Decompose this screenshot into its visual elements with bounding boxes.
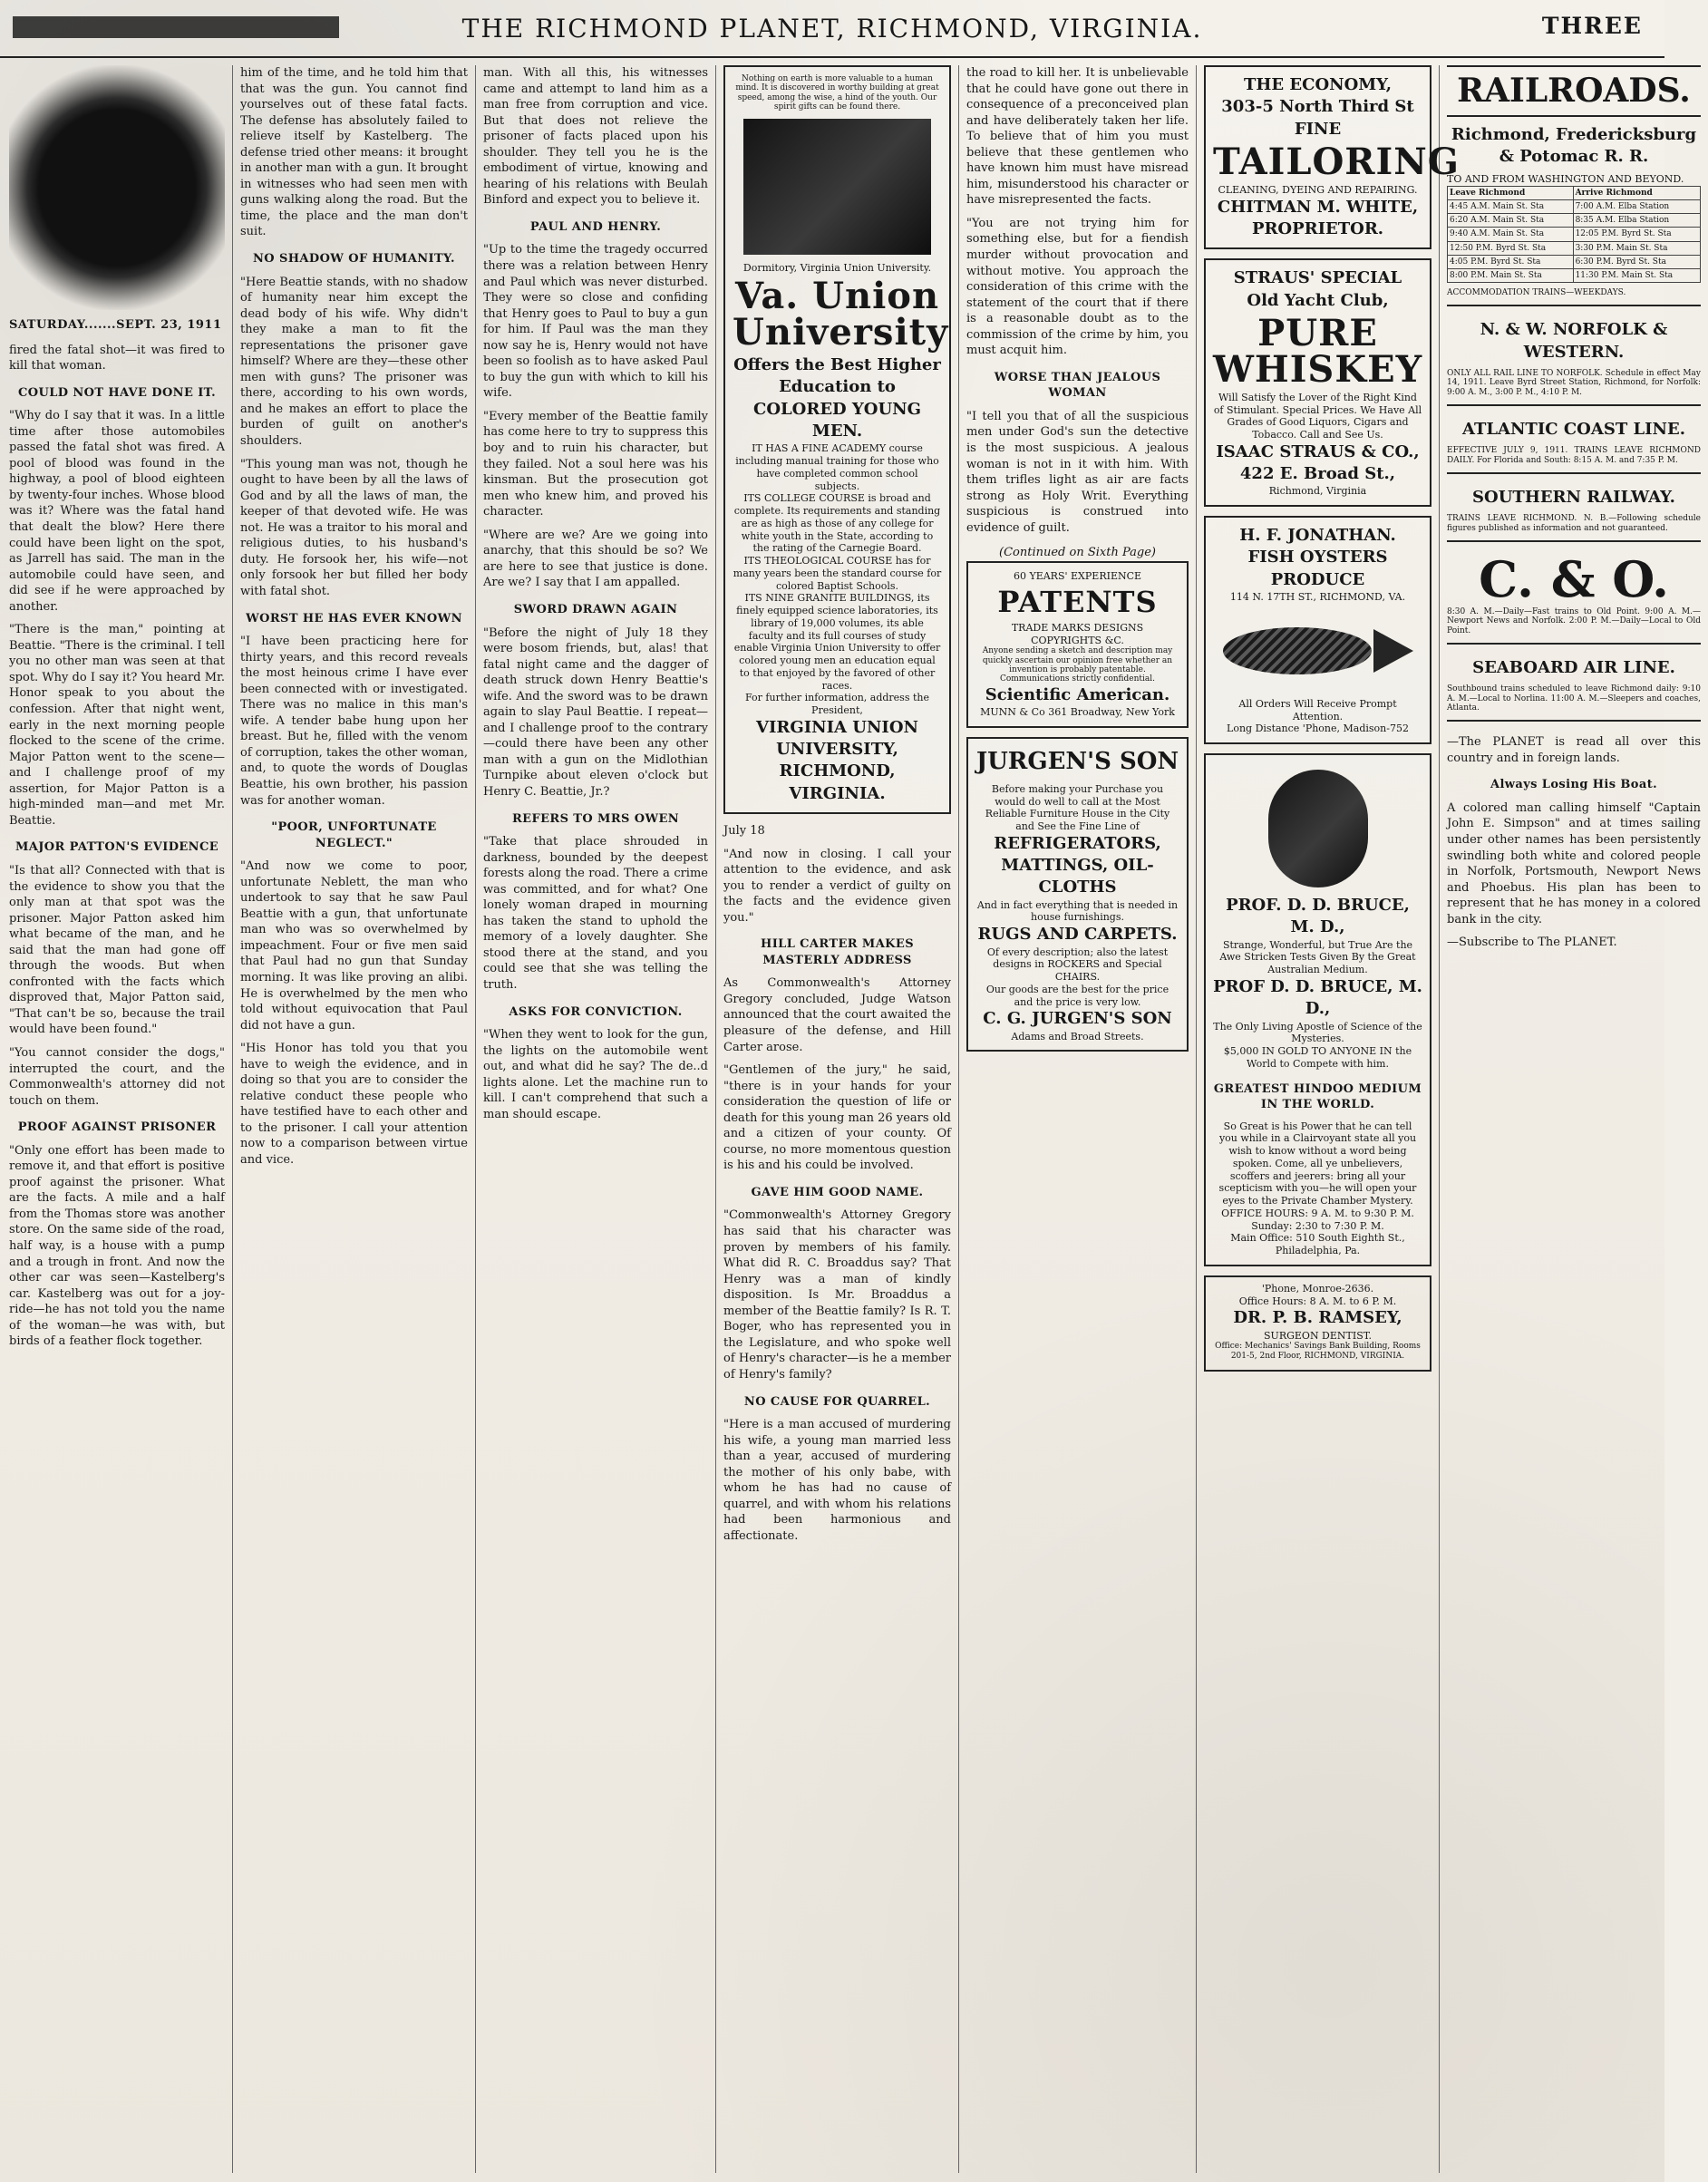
ad-title: Va. Union University (733, 275, 949, 354)
c-and-o-logo: C. & O. (1479, 549, 1669, 608)
whiskey-title: STRAUS' SPECIAL (1233, 268, 1402, 288)
fish-subtitle: FISH OYSTERS PRODUCE (1247, 548, 1388, 589)
paragraph: "Every member of the Beattie family has come here to try to suppress this boy and to ruin his character, but they failed. Not a soul here was his kinsman. But the prosecution got men who knew him, and proved his character. (483, 409, 708, 519)
continued-note: (Continued on Sixth Page) (999, 546, 1156, 560)
jurgens-paragraph: Our goods are the best for the price and the price is very low. (985, 983, 1169, 1008)
table-cell: 12:50 P.M. Byrd St. Sta (1448, 241, 1574, 255)
paragraph: "When they went to look for the gun, the lights on the automobile went out, and what did he say? The de..d lights alone. Let the machine run to kill. I can't comprehend that such a man should escape. (483, 1028, 708, 1121)
column-3 (483, 65, 716, 2173)
subscribe-notice: —Subscribe to The PLANET. (1447, 936, 1617, 950)
table-cell: 11:30 P.M. Main St. Sta (1573, 268, 1700, 282)
fish-ad (1204, 516, 1431, 744)
paragraph: "Commonwealth's Attorney Gregory has said that his character was proven by members of his family. What did R. C. Broaddus say? That Henry was a man of kindly disposition. Is Mr. Broaddus a member of the Beattie family? Is R. T. Boger, who has represented you in the Legislature, and who spoke well of Henry's character—is he a member of Henry's family? (723, 1208, 951, 1382)
paragraph: "His Honor has told you that you have to weigh the evidence, and in doing so that you are to consider the relative conduct these people who have testified have to each other and to the prisoner. I call your attention now to a comparison between virtue and vice. (240, 1042, 468, 1167)
paragraph: "Why do I say that it was. In a little time after those automobiles passed the fatal shot was fired. A pool of blood was found in the highway, a pool of blood eighteen by twenty-four inches. Whose blood was it? Where was the fatal hand that dealt the blow? Here there could have been light on the spot, as Jarrell has said. The man in the automobile could have seen, and did see if he were approached by another. (9, 409, 225, 614)
railroads-title: RAILROADS. (1447, 65, 1701, 117)
paragraph: "I have been practicing here for thirty years, and this record reveals the most heinous crime I have ever been connected with or investigated. There was no malice in this man's wife. A tender babe hung upon her breast. But he, filled with the venom of corruption, takes the other woman, and, to quote the words of Douglas Beattie, his own brother, his passion was for another woman. (240, 635, 468, 808)
heading-poor-unfortunate-neglect: "POOR, UNFORTUNATE NEGLECT." (271, 820, 437, 850)
ad-subtitle: Offers the Best Higher Education to (733, 355, 941, 397)
ad-body: ITS NINE GRANITE BUILDINGS, its finely equipped science laboratories, its library of 19,000 volumes, its able faculty and its full courses of study enable Virginia Union University to offer colored young men an education equal to that enjoyed by the favored of other races. (733, 592, 941, 692)
paragraph: "There is the man," pointing at Beattie. "There is the criminal. I tell you no other man was seen at that spot. Why do I say it? You heard Mr. Honor speak to you about the confession. After that night went, early in the next morning people flocked to the scene of the crime. Major Patton went to the scene—and I challenge proof of my assertion, for Major Patton is a high-minded man—and met Mr. Beattie. (9, 623, 225, 828)
southern-railway (1447, 487, 1701, 542)
paragraph: "Is that all? Connected with that is the evidence to show you that the only man at that spot was the prisoner. Major Patton asked him what became of the man, and he said that the man had gone off through the woods. But when confronted with the facts which disproved that, Major Patton said, "That can't be so, because the trail would have been found." (9, 863, 225, 1037)
heading-asks-for-conviction: ASKS FOR CONVICTION. (509, 1004, 683, 1019)
bruce-tagline: Strange, Wonderful, but True Are the Awe Stricken Tests Given By the Great Australian Medium. (1219, 938, 1416, 976)
economy-services: CLEANING, DYEING AND REPAIRING. (1218, 183, 1418, 196)
heading-hill-carter: HILL CARTER MAKES MASTERLY ADDRESS (761, 937, 914, 967)
economy-fine: FINE (1294, 119, 1342, 139)
column-4 (723, 65, 959, 2173)
paragraph: him of the time, and he told him that that was the gun. You cannot find yourselves out of these fatal facts. The defense has absolutely failed to relieve itself by Kastelberg. The defense tried other means: it brought in another man with a gun. It brought in witnesses who had seen men with guns walking along the road. But the time, the place and the man don't suit. (240, 66, 468, 239)
whiskey-body: Will Satisfy the Lover of the Right Kind of Stimulant. Special Prices. We Have All Grades of Good Liquors, Cigars and Tobacco. Call and See Us. (1213, 391, 1422, 441)
fish-tagline: All Orders Will Receive Prompt Attention. (1238, 697, 1397, 722)
bruce-subtitle: The Only Living Apostle of Science of the Mysteries. (1213, 1020, 1422, 1045)
ramsey-ad (1204, 1275, 1431, 1372)
rfp-subtitle: TO AND FROM WASHINGTON AND BEYOND. (1447, 173, 1684, 186)
paragraph: "This young man was not, though he ought to have been by all the laws of God and by all the laws of man, the keeper of that devoted wife. He was not. He was a traitor to his moral and religious duties, to his husband's duty. He forsook her, his wife—not only forsook her but filled her body with fatal shot. (240, 457, 468, 598)
heading-gave-him-good-name: GAVE HIM GOOD NAME. (751, 1185, 924, 1199)
table-cell: 3:30 P.M. Main St. Sta (1573, 241, 1700, 255)
ramsey-name: DR. P. B. RAMSEY, (1233, 1308, 1402, 1328)
bruce-hours: OFFICE HOURS: 9 A. M. to 9:30 P. M. Sunday: 2:30 to 7:30 P. M. (1221, 1207, 1414, 1232)
norfolk-western-railroad (1447, 319, 1701, 406)
jurgens-address: Adams and Broad Streets. (1011, 1030, 1144, 1043)
paragraph: "Before the night of July 18 they were bosom friends, but, alas! that fatal night came and the dagger of death struck down Henry Beattie's wife. And the sword was to be drawn again to slay Paul Beattie. I repeat—and I challenge proof to the contrary—could there have been any other man with a gun on the Midlothian Turnpike about eleven o'clock but Henry C. Beattie, Jr.? (483, 626, 708, 799)
ad-caption: Dormitory, Virginia Union University. (742, 262, 932, 275)
paragraph: "Gentlemen of the jury," he said, "there is in your hands for your consideration the question of life or death for this young man 26 years old and a citizen of your county. Of course, no more momentous question is his and his could be involved. (723, 1063, 951, 1173)
heading-worst-he-has-ever-known: WORST HE HAS EVER KNOWN (246, 611, 462, 626)
seaboard-air-line (1447, 657, 1701, 722)
patents-address: MUNN & Co 361 Broadway, New York (980, 705, 1175, 718)
atlantic-coast-line-body: EFFECTIVE JULY 9, 1911. TRAINS LEAVE RICHMOND DAILY. For Florida and South: 8:15 A. M. and 7:35 P. M. (1447, 446, 1701, 465)
whiskey-address: 422 E. Broad St., (1239, 464, 1396, 484)
paragraph: "Here is a man accused of murdering his wife, a young man married less than a year, accused of murdering the mother of his only babe, with whom he has had no cause of quarrel, and with whom his relations had been harmonious and affectionate. (723, 1418, 951, 1543)
table-cell: 8:00 P.M. Main St. Sta (1448, 268, 1574, 282)
fish-phone: Long Distance 'Phone, Madison-752 (1227, 722, 1409, 735)
southern-railway-name: SOUTHERN RAILWAY. (1472, 487, 1675, 507)
column-2 (240, 65, 476, 2173)
paragraph: "Where are we? Are we going into anarchy, that this should be so? We are here to see that justice is done. Are we? I say that I am appalled. (483, 528, 708, 590)
ramsey-phone: 'Phone, Monroe-2636. (1261, 1282, 1374, 1295)
smudged-corner (13, 16, 339, 38)
table-row (1448, 228, 1701, 241)
whiskey-main: PURE WHISKEY (1213, 311, 1423, 391)
heading-no-shadow-of-humanity: NO SHADOW OF HUMANITY. (253, 252, 455, 267)
column-6 (1204, 65, 1460, 2173)
bruce-name: PROF. D. D. BRUCE, M. D., (1226, 896, 1410, 937)
jurgens-items-2: RUGS AND CARPETS. (977, 925, 1178, 945)
whiskey-company: ISAAC STRAUS & CO., (1216, 441, 1420, 461)
table-cell: 4:05 P.M. Byrd St. Sta (1448, 255, 1574, 268)
heading-refers-to-mrs-owen: REFERS TO MRS OWEN (511, 811, 680, 826)
story-paragraph: A colored man calling himself "Captain John E. Simpson" and at times sailing under other names has been persistently swindling both white and colored people in Norfolk, Portsmouth, Newport News and Phoebus. His plan has been to represent that he has money in a colored bank in the city. (1447, 800, 1701, 926)
ramsey-address: Office: Mechanics' Savings Bank Building, Rooms 201-5, 2nd Floor, RICHMOND, VIRGINIA. (1215, 1342, 1421, 1361)
patents-ad (966, 561, 1189, 728)
table-row (1448, 186, 1701, 199)
jurgens-paragraph: And in fact everything that is needed in house furnishings. (976, 898, 1179, 924)
table-cell: 7:00 A.M. Elba Station (1573, 200, 1700, 214)
jurgens-paragraph: Before making your Purchase you would do well to call at the Most Reliable Furniture House in the City and See the Fine Line of (985, 782, 1170, 833)
ad-body: ITS COLLEGE COURSE is broad and complete. Its requirements and standing are as high as those of any college for white youth in the State, according to the rating of the Carnegie Board. (733, 492, 941, 555)
patents-experience: 60 YEARS' EXPERIENCE (1013, 569, 1142, 582)
table-cell: Leave Richmond (1448, 186, 1574, 199)
paragraph: "Here Beattie stands, with no shadow of humanity near him except the dead body of his wife. Why didn't they make a man to fit the representations the prisoner gave himself? Where are they—these other men with guns? The prisoner was there, according to his own words, and he makes an effort to place the burden of guilt on another's shoulders. (240, 275, 468, 449)
content-grid (0, 65, 1701, 2173)
table-cell: 9:40 A.M. Main St. Sta (1448, 228, 1574, 241)
page-number: THREE (1541, 13, 1643, 39)
paragraph: "And now in closing. I call your attention to the evidence, and ask you to render a verdict of guilty on the facts and the evidence given you." (723, 847, 951, 925)
paragraph: As Commonwealth's Attorney Gregory concluded, Judge Watson announced that the court awaited the pleasure of the defense, and Hill Carter arose. (723, 976, 951, 1054)
economy-title: THE ECONOMY, (1244, 75, 1392, 94)
ad-body: IT HAS A FINE ACADEMY course including manual training for those who have completed common school subjects. (735, 442, 939, 492)
whiskey-city: Richmond, Virginia (1268, 485, 1367, 498)
norfolk-western-name: N. & W. NORFOLK & WESTERN. (1480, 320, 1668, 362)
southern-railway-body: TRAINS LEAVE RICHMOND. N. B.—Following schedule figures published as information and not guaranteed. (1447, 514, 1701, 533)
whiskey-ad (1204, 258, 1431, 507)
issue-date: SATURDAY.......SEPT. 23, 1911 (9, 318, 222, 332)
table-cell: Arrive Richmond (1573, 186, 1700, 199)
c-and-o-railroad (1447, 549, 1701, 645)
economy-owner: CHITMAN M. WHITE, PROPRIETOR. (1217, 197, 1419, 238)
norfolk-western-body: ONLY ALL RAIL LINE TO NORFOLK. Schedule in effect May 14, 1911. Leave Byrd Street Station, Richmond, for Norfolk: 9:00 A. M., 3:00 P. M., 4:10 P. M. (1447, 368, 1701, 397)
economy-address: 303-5 North Third St (1221, 97, 1414, 117)
paragraph: "Up to the time the tragedy occurred there was a relation between Henry and Paul which was never disturbed. They were so close and confiding that Henry goes to Paul to buy a gun for him. If Paul was the man they now say he is, Henry would not have been so foolish as to have asked Paul to buy the gun with which to kill his wife. (483, 243, 708, 401)
rfp-name: Richmond, Fredericksburg & Potomac R. R. (1451, 124, 1697, 166)
column-7 (1447, 65, 1708, 2173)
paragraph: "You are not trying him for something else, but for a fiendish murder without provocation and without motive. You approach the consideration of this crime with the statement of the court that if there is a reasonable doubt as to the commission of the crime by him, you must acquit him. (966, 216, 1189, 358)
rfp-railroad (1447, 124, 1701, 307)
heading-proof-against-prisoner: PROOF AGAINST PRISONER (17, 1120, 217, 1135)
table-cell: 6:30 P.M. Byrd St. Sta (1573, 255, 1700, 268)
planet-notice: —The PLANET is read all over this country and in foreign lands. (1447, 735, 1701, 765)
economy-ad (1204, 65, 1460, 249)
seaboard-air-line-name: SEABOARD AIR LINE. (1472, 657, 1675, 677)
patents-title: PATENTS (997, 584, 1158, 619)
rfp-note: ACCOMMODATION TRAINS—WEEKDAYS. (1447, 287, 1626, 297)
table-cell: 12:05 P.M. Byrd St. Sta (1573, 228, 1700, 241)
jurgens-signature: C. G. JURGEN'S SON (983, 1009, 1172, 1029)
bruce-address: Main Office: 510 South Eighth St., Philadelphia, Pa. (1230, 1232, 1405, 1257)
fish-address: 114 N. 17TH ST., RICHMOND, VA. (1229, 591, 1406, 604)
heading-worse-than-jealous-woman: WORSE THAN JEALOUS WOMAN (994, 370, 1161, 401)
table-cell: 4:45 A.M. Main St. Sta (1448, 200, 1574, 214)
whiskey-subtitle: Old Yacht Club, (1247, 290, 1389, 310)
heading-no-cause-for-quarrel: NO CAUSE FOR QUARREL. (743, 1394, 931, 1409)
table-row (1448, 255, 1701, 268)
ad-audience: COLORED YOUNG MEN. (753, 399, 921, 441)
bruce-body: So Great is his Power that he can tell you while in a Clairvoyant state all you wish to know without a word being spoken. Come, all ye unbelievers, scoffers and jeerers: bring all your scepticism with you—he will open your eyes to the Private Chamber Mystery. (1218, 1120, 1417, 1207)
paragraph: "And now we come to poor, unfortunate Neblett, the man who undertook to say that he saw Paul Beattie with a gun, that unfortunate man who was so overwhelmed by impeachment. Four or five men said that Paul had no gun that Sunday morning. It was like proving an alibi. He is overwhelmed by the men who told without equivocation that Paul did not have a gun. (240, 859, 468, 1033)
ad-body: ITS THEOLOGICAL COURSE has for many years been the standard course for colored Baptist Schools. (733, 555, 942, 592)
jurgens-items: REFRIGERATORS, MATTINGS, OIL-CLOTHS (994, 833, 1161, 897)
newspaper-title: THE RICHMOND PLANET, RICHMOND, VIRGINIA. (461, 13, 1203, 44)
table-row (1448, 241, 1701, 255)
table-cell: 8:35 A.M. Elba Station (1573, 214, 1700, 228)
bruce-offer: $5,000 IN GOLD TO ANYONE IN the World to Compete with him. (1223, 1045, 1412, 1070)
atlantic-coast-line-name: ATLANTIC COAST LINE. (1461, 419, 1685, 439)
lead-paragraph: fired the fatal shot—it was fired to kill that woman. (9, 343, 225, 373)
heading-paul-and-henry: PAUL AND HENRY. (529, 219, 662, 234)
c-and-o-body: 8:30 A. M.—Daily—Fast trains to Old Point. 9:00 A. M.—Newport News and Norfolk. 2:00 P. M.—Daily—Local to Old Point. (1447, 606, 1701, 635)
heading-major-pattons-evidence: MAJOR PATTON'S EVIDENCE (15, 840, 219, 855)
rfp-schedule-table (1447, 186, 1701, 283)
column-5 (966, 65, 1197, 2173)
bruce-name-repeat: PROF D. D. BRUCE, M. D., (1213, 976, 1422, 1019)
heading-always-losing-his-boat: Always Losing His Boat. (1490, 778, 1658, 792)
masthead (0, 0, 1664, 58)
atlantic-coast-line (1447, 419, 1701, 474)
ramsey-title: SURGEON DENTIST. (1264, 1329, 1372, 1342)
seaboard-air-line-body: Southbound trains scheduled to leave Richmond daily: 9:10 A. M.—Local to Norlina. 11:00 A. M.—Sleepers and coaches, Atlanta. (1447, 684, 1701, 713)
paragraph: July 18 (723, 824, 765, 838)
patents-body: Anyone sending a sketch and description may quickly ascertain our opinion free whether an invention is probably patentable. Communications strictly confidential. (982, 646, 1173, 684)
scientific-american: Scientific American. (985, 684, 1170, 704)
fish-illustration (1223, 615, 1413, 691)
ad-top-note: Nothing on earth is more valuable to a human mind. It is discovered in worthy building at great speed, among the wise, a hind of the youth. Our spirit gifts can be found there. (735, 74, 939, 112)
paragraph: "I tell you that of all the suspicious men under God's sun the detective is the most suspicious. A jealous woman is not in it with him. With them trifles light as air are facts strong as Holy Writ. Everything suspicious is construed into evidence of guilt. (966, 409, 1189, 535)
fish-title: H. F. JONATHAN. (1239, 526, 1396, 546)
ramsey-hours: Office Hours: 8 A. M. to 6 P. M. (1238, 1295, 1397, 1307)
paragraph: "Take that place shrouded in darkness, bounded by the deepest forests along the road. There a crime was committed, and for what? One lonely woman draped in mourning has taken the stand to uphold the memory of a lovely daughter. She stood there at the stand, and you could see that she was telling the truth. (483, 835, 708, 992)
ad-signoff: VIRGINIA UNION UNIVERSITY, RICHMOND, VIRGINIA. (756, 717, 918, 803)
table-row (1448, 200, 1701, 214)
bruce-ad (1204, 753, 1431, 1266)
patents-marks: TRADE MARKS DESIGNS COPYRIGHTS &C. (1011, 621, 1144, 646)
table-row (1448, 214, 1701, 228)
jurgens-title: JURGEN'S SON (975, 747, 1179, 775)
bruce-portrait (1268, 770, 1368, 887)
heading-could-not-have-done-it: COULD NOT HAVE DONE IT. (17, 385, 217, 400)
table-row (1448, 268, 1701, 282)
jurgens-ad (966, 737, 1189, 1052)
table-cell: 6:20 A.M. Main St. Sta (1448, 214, 1574, 228)
dormitory-photo (743, 119, 932, 255)
virginia-union-ad (723, 65, 951, 814)
heading-sword-drawn-again: SWORD DRAWN AGAIN (513, 602, 678, 616)
paragraph: "You cannot consider the dogs," interrupted the court, and the Commonwealth's attorney did not touch on them. (9, 1045, 225, 1108)
paragraph: "Only one effort has been made to remove it, and that effort is positive proof against the prisoner. What are the facts. A mile and a half from the Thomas store was another store. On the same side of the road, half way, is a house with a pump and a trough in front. And now the other car was seen—Kastelberg's car. Kastelberg was out for a joy-ride—he has not told you the name of the woman—he was with, but birds of a feather flock together. (9, 1143, 225, 1349)
black-smudge-graphic (9, 65, 225, 310)
paragraph: the road to kill her. It is unbelievable that he could have gone out there in consequence of a preconceived plan and have deliberately taken her life. To believe that of him you must believe that these gentlemen who have known him must have misread him, misunderstood his character or have misrepresented the facts. (966, 66, 1189, 208)
paragraph: man. With all this, his witnesses came and attempt to land him as a man free from corruption and vice. But that does not relieve the prisoner of facts placed upon his shoulder. They tell you he is the embodiment of virtue, knowing and hearing of his relations with Beulah Binford and expect you to believe it. (483, 66, 708, 208)
bruce-heading: GREATEST HINDOO MEDIUM IN THE WORLD. (1213, 1081, 1422, 1112)
economy-main: TAILORING (1213, 140, 1460, 183)
ad-contact: For further information, address the President, (745, 692, 929, 717)
jurgens-paragraph: Of every description; also the latest designs in ROCKERS and Special CHAIRS. (986, 946, 1169, 983)
column-1 (9, 65, 233, 2173)
